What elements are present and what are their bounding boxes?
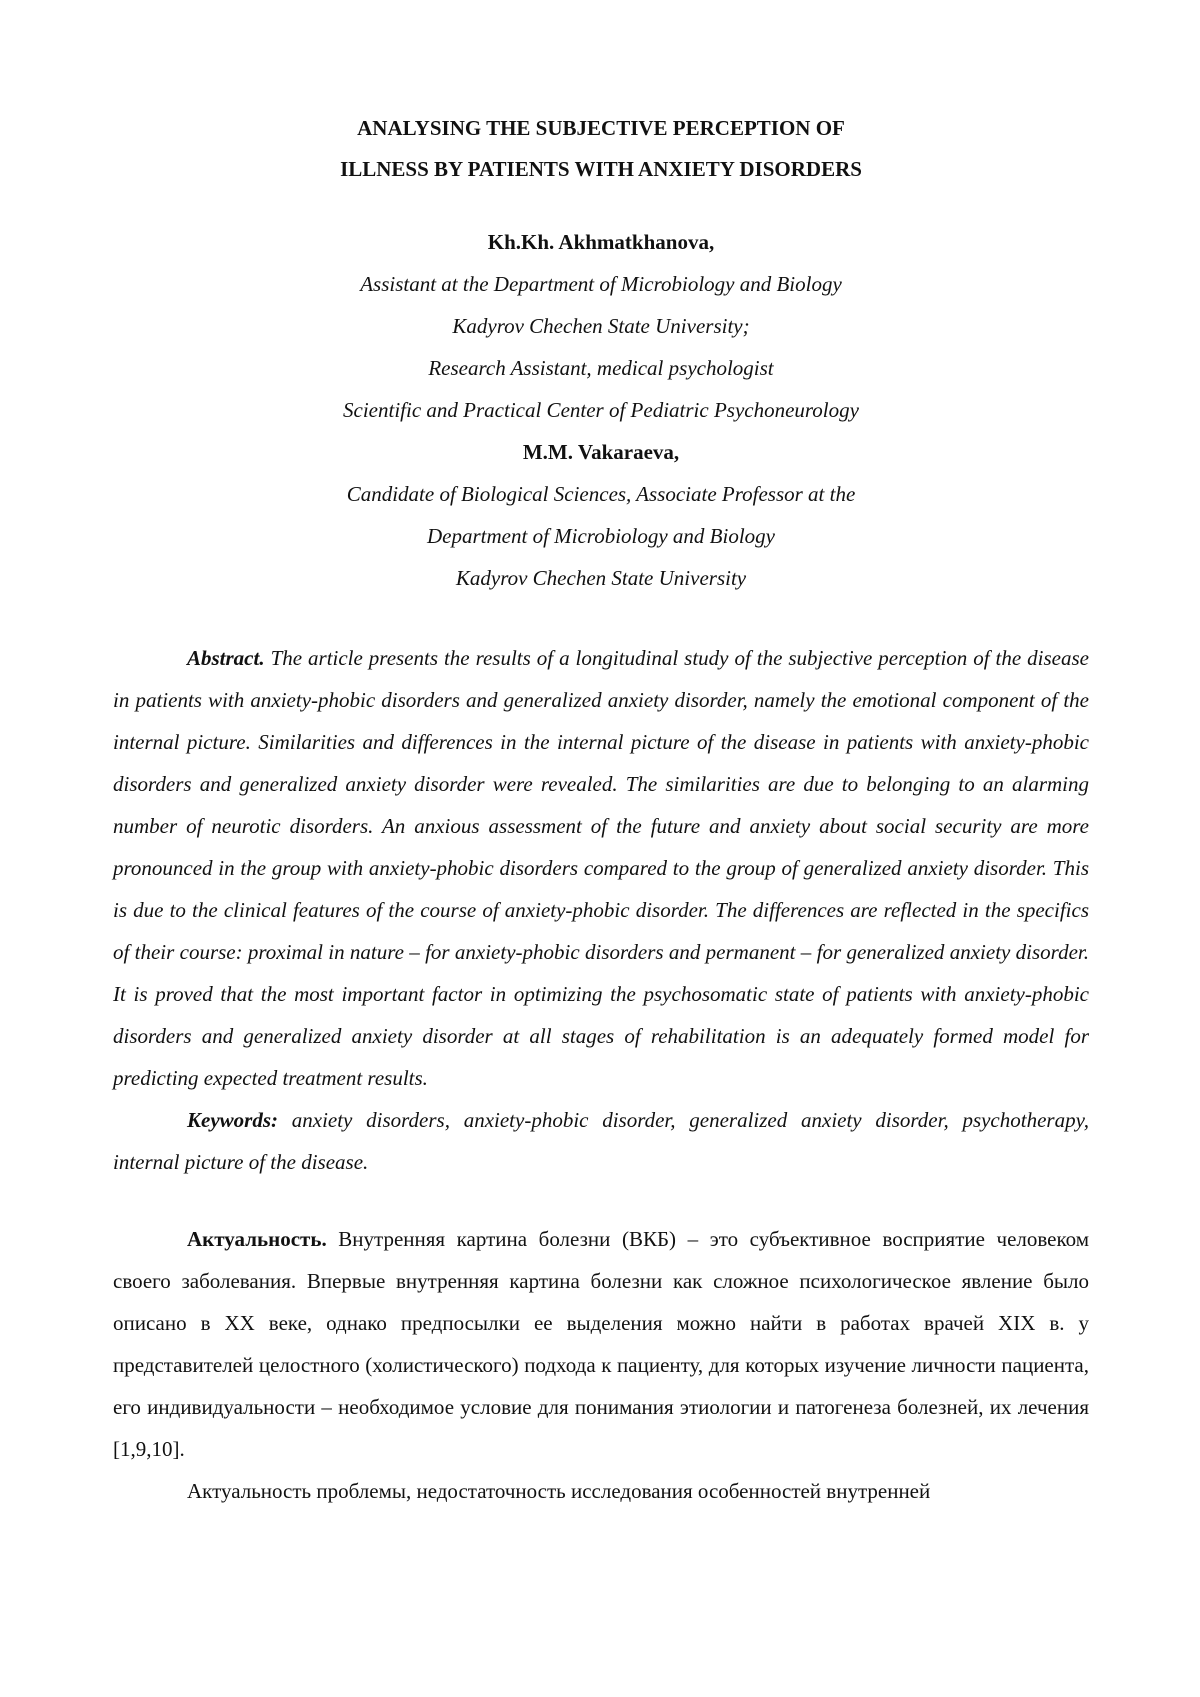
body-paragraph (113, 1218, 1089, 1470)
author-affiliation-line: Research Assistant, medical psychologist (113, 347, 1089, 389)
author-affiliation-line: Kadyrov Chechen State University (113, 557, 1089, 599)
body-paragraph-text: Внутренняя картина болезни (ВКБ) – это субъективное восприятие человеком своего заболевания. Впервые внутренняя картина болезни как сложное психологическое явление было описано в XX веке, однако предпосылки ее выделения можно найти в работах врачей XIX в. у представителей целостного (холистического) подхода к пациенту, для которых изучение личности пациента, его индивидуальности – необходимое условие для понимания этиологии и патогенеза болезней, их лечения [1,9,10]. (113, 1227, 1089, 1461)
keywords-label: Keywords: (187, 1108, 278, 1132)
keywords-paragraph (113, 1099, 1089, 1183)
keywords-text: anxiety disorders, anxiety-phobic disorder, generalized anxiety disorder, psychotherapy, internal picture of the disease. (113, 1108, 1089, 1174)
author-affiliation-line: Department of Microbiology and Biology (113, 515, 1089, 557)
author-block (113, 221, 1089, 599)
author-affiliation-line: Kadyrov Chechen State University; (113, 305, 1089, 347)
abstract-paragraph (113, 637, 1089, 1099)
author-affiliation-line: Candidate of Biological Sciences, Associate Professor at the (113, 473, 1089, 515)
abstract-text: The article presents the results of a longitudinal study of the subjective perception of the disease in patients with anxiety-phobic disorders and generalized anxiety disorder, namely the emotional component of the internal picture. Similarities and differences in the internal picture of the disease in patients with anxiety-phobic disorders and generalized anxiety disorder were revealed. The similarities are due to belonging to an alarming number of neurotic disorders. An anxious assessment of the future and anxiety about social security are more pronounced in the group with anxiety-phobic disorders compared to the group of generalized anxiety disorder. This is due to the clinical features of the course of anxiety-phobic disorder. The differences are reflected in the specifics of their course: proximal in nature – for anxiety-phobic disorders and permanent – for generalized anxiety disorder. It is proved that the most important factor in optimizing the psychosomatic state of patients with anxiety-phobic disorders and generalized anxiety disorder at all stages of rehabilitation is an adequately formed model for predicting expected treatment results. (113, 646, 1089, 1090)
abstract-section (113, 637, 1089, 1183)
author-affiliation-line: Assistant at the Department of Microbiology and Biology (113, 263, 1089, 305)
body-paragraph-text: Актуальность проблемы, недостаточность исследования особенностей внутренней (187, 1479, 930, 1503)
author-affiliation-line: Scientific and Practical Center of Pediatric Psychoneurology (113, 389, 1089, 431)
author-name: M.M. Vakaraeva, (113, 431, 1089, 473)
abstract-label: Abstract. (187, 646, 265, 670)
relevance-label: Актуальность. (187, 1227, 327, 1251)
paper-page (113, 108, 1089, 1512)
paper-title (113, 108, 1089, 190)
body-paragraph (113, 1470, 1089, 1512)
title-line-2: ILLNESS BY PATIENTS WITH ANXIETY DISORDERS (340, 157, 862, 181)
title-line-1: ANALYSING THE SUBJECTIVE PERCEPTION OF (357, 116, 845, 140)
author-name: Kh.Kh. Akhmatkhanova, (113, 221, 1089, 263)
body-section (113, 1218, 1089, 1512)
